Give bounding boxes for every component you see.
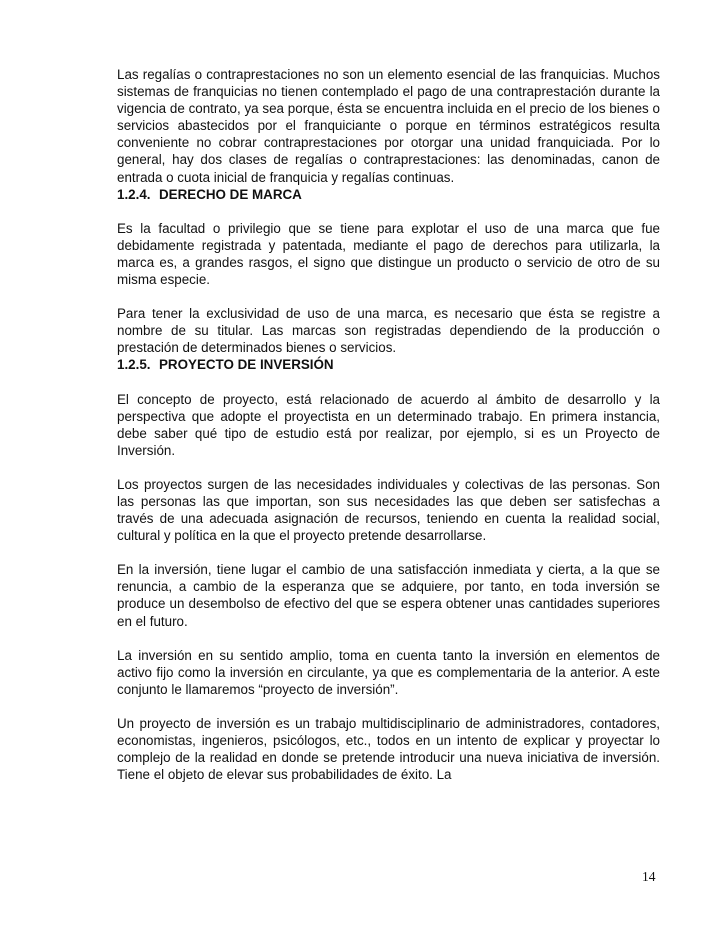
section-title: DERECHO DE MARCA	[159, 186, 302, 202]
paragraph: Para tener la exclusividad de uso de una marca, es necesario que ésta se registre a nombre de su titular. Las marcas son registradas dependiendo de la producción o prestación de determinados bienes o servicios.	[117, 306, 660, 356]
paragraph: La inversión en su sentido amplio, toma en cuenta tanto la inversión en elementos de activo fijo como la inversión en circulante, ya que es complementaria de la anterior. A este conjunto le llamaremos “proyecto de inversión”.	[117, 647, 660, 697]
section-heading-proyecto-de-inversion	[117, 356, 660, 373]
paragraph: El concepto de proyecto, está relacionado de acuerdo al ámbito de desarrollo y la perspectiva que adopte el proyectista en un determinado trabajo. En primera instancia, debe saber qué tipo de estudio está por realizar, por ejemplo, si es un Proyecto de Inversión.	[117, 391, 660, 458]
paragraph: En la inversión, tiene lugar el cambio de una satisfacción inmediata y cierta, a la que se renuncia, a cambio de la esperanza que se adquiere, por tanto, en toda inversión se produce un desembolso de efectivo del que se espera obtener unas cantidades superiores en el futuro.	[117, 562, 660, 629]
paragraph: Es la facultad o privilegio que se tiene para explotar el uso de una marca que fue debidamente registrada y patentada, mediante el pago de derechos para utilizarla, la marca es, a grandes rasgos, el signo que distingue un producto o servicio de otro de su misma especie.	[117, 220, 660, 288]
section-heading-derecho-de-marca	[117, 186, 660, 203]
intro-paragraph: Las regalías o contraprestaciones no son un elemento esencial de las franquicias. Muchos sistemas de franquicias no tienen contemplado el pago de una contraprestación durante la vigencia de contrato, ya sea porque, ésta se encuentra incluida en el precio de los bienes o servicios abastecidos por el franquiciante o porque en términos estratégicos resulta conveniente no cobrar contraprestaciones por otorgar una unidad franquiciada. Por lo general, hay dos clases de regalías o contraprestaciones: las denominadas, canon de entrada o cuota inicial de franquicia y regalías continuas.	[117, 67, 660, 185]
paragraph: Los proyectos surgen de las necesidades individuales y colectivas de las personas. Son las personas las que importan, son sus necesidades las que deben ser satisfechas a través de una adecuada asignación de recursos, teniendo en cuenta la realidad social, cultural y política en la que el proyecto pretende desarrollarse.	[117, 476, 660, 544]
section-title: PROYECTO DE INVERSIÓN	[159, 357, 334, 373]
paragraph: Un proyecto de inversión es un trabajo multidisciplinario de administradores, contadores, economistas, ingenieros, psicólogos, etc., todos en un intento de explicar y proyectar lo complejo de la realidad en donde se pretende introducir una nueva iniciativa de inversión. Tiene el objeto de elevar sus probabilidades de éxito. La	[117, 715, 660, 783]
page-number: 14	[642, 869, 656, 884]
document-page	[117, 66, 660, 783]
section-number: 1.2.4.	[117, 186, 151, 202]
section-number: 1.2.5.	[117, 357, 151, 373]
